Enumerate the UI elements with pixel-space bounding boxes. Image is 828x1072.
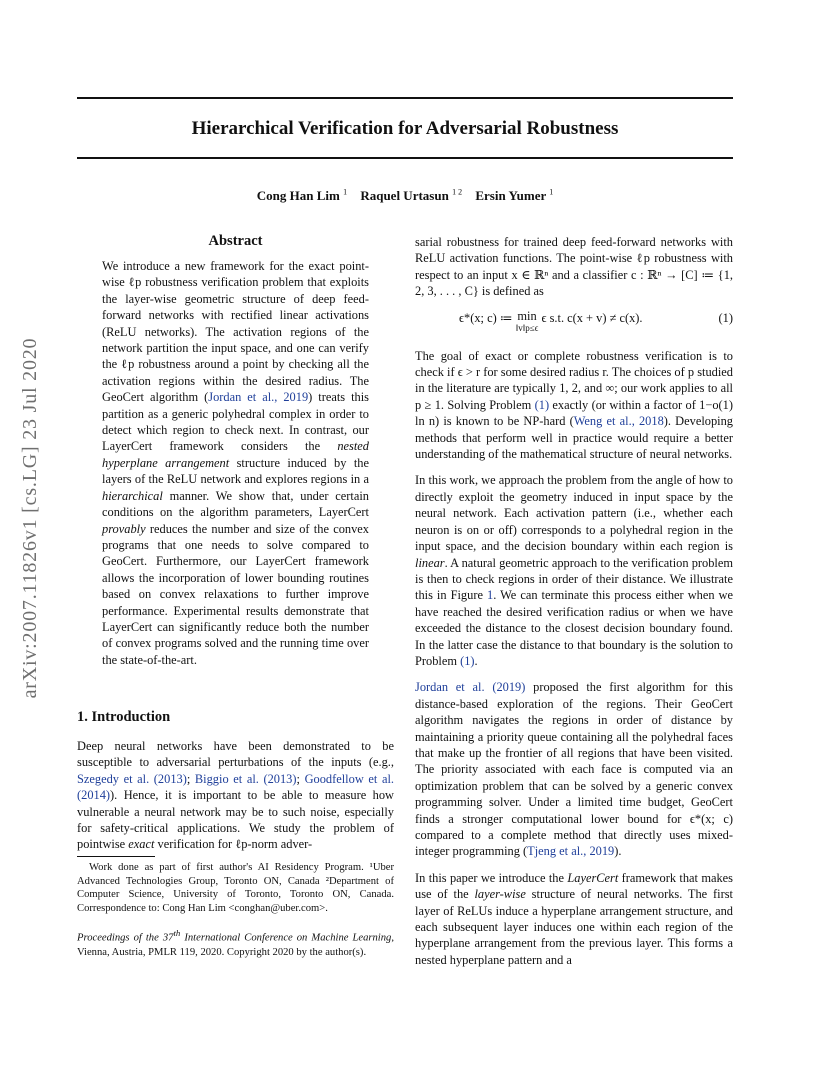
author-1: Cong Han Lim $^1$ xyxy=(256,188,348,204)
author-3: Ersin Yumer $^1$ xyxy=(475,188,554,204)
title-top-rule xyxy=(77,97,733,99)
introduction-body xyxy=(77,738,394,853)
figure-ref-link[interactable]: 1 xyxy=(486,588,494,603)
footnote-rule xyxy=(77,856,155,857)
abstract-body xyxy=(102,258,369,668)
author-2: Raquel Urtasun $^{1 2}$ xyxy=(360,188,463,204)
right-column xyxy=(415,234,733,968)
intro-paragraph: Deep neural networks have been demonstrated to be susceptible to adversarial perturbations of the inputs (e.g., Szegedy et al. (2013); Biggio et al. (2013); Goodfellow et al. (2014)). Hence, it is important to be able to measure how vulnerable a neural network may be to such noise, especially for safety-critical applications. We study the problem of pointwise exact verification for ℓp-norm adver- xyxy=(77,739,394,852)
abstract-heading: Abstract xyxy=(208,233,263,249)
equation-number: (1) xyxy=(718,310,733,325)
footnotes xyxy=(77,861,394,959)
citation-link[interactable]: Jordan et al., 2019 xyxy=(208,390,309,405)
right-paragraph-4: Jordan et al. (2019) proposed the first algorithm for this distance-based exploration of the regions. Their GeoCert algorithm navigates the regions in order of distance by maintaining a priority queue containing all the polyhedral faces that make up the frontier of all regions that have been visited. The priority associated with each face is computed via an optimization problem that can be solved by a generic convex programming solver. Under a limited time budget, GeoCert finds a stronger computational lower bound for ϵ*(x; c) compared to a complete method that directly uses mixed-integer programming (Tjeng et al., 2019). xyxy=(415,680,734,859)
right-paragraph-5: In this paper we introduce the LayerCert framework that makes use of the layer-wise structure of neural networks. The first layer of ReLUs induce a hyperplane arrangement structure, and each subsequent layer induces one within each region of the hyperplane arrangement from the previous layer. This forms a nested hyperplane pattern and a xyxy=(415,870,734,967)
author-list xyxy=(77,188,733,204)
abstract-paragraph: We introduce a new framework for the exact point-wise ℓp robustness verification problem that exploits the layer-wise geometric structure of deep feed-forward networks with rectified linear activations (ReLU networks). The activation regions of the network partition the input space, and one can verify the ℓp robustness around a point by checking all the activation regions within the desired radius. The GeoCert algorithm (Jordan et al., 2019) treats this partition as a generic polyhedral complex in order to detect which region to check next. In contrast, our LayerCert framework considers the nested hyperplane arrangement structure induced by the layers of the ReLU network and explores regions in a hierarchical manner. We show that, under certain conditions on the algorithm parameters, LayerCert provably reduces the number and size of the convex programs that one needs to solve compared to GeoCert. Furthermore, our LayerCert framework allows the incorporation of lower bounding routines based on convex relaxations to further improve performance. Experimental results demonstrate that LayerCert can significantly reduce both the number of convex programs solved and the running time over the state-of-the-art. xyxy=(102,259,369,667)
right-paragraph-2: The goal of exact or complete robustness verification is to check if ϵ > r for some desired radius r. The choices of p studied in the literature are typically 1, 2, and ∞; our work applies to all p ≥ 1. Solving Problem (1) exactly (or within a factor of 1−o(1) ln n) is known to be NP-hard (Weng et al., 2018). Developing methods that perform well in practice would require a better understanding of the mathematical structure of neural networks. xyxy=(415,348,734,462)
right-paragraph-3: In this work, we approach the problem from the angle of how to directly exploit the geometry induced in input space by the neural network. Each activation pattern (i.e., whether each neuron is on or off) corresponds to a polyhedral region in the input space, and the decision boundary within each region is linear. A natural geometric approach to the verification problem is then to check regions in order of their distance. We illustrate this in Figure 1. We can terminate this process either when we have reached the desired verification radius or when we have exceeded the distance to the closest decision boundary found. In the latter case the distance to that boundary is the solution to Problem (1). xyxy=(415,473,734,668)
citation-link[interactable]: Tjeng et al., 2019 xyxy=(527,844,615,859)
affiliation-footnote: Work done as part of first author's AI Residency Program. ¹Uber Advanced Technologies Group, Toronto ON, Canada ²Department of Computer Science, University of Toronto, Toronto ON, Canada. Correspondence to: Cong Han Lim <conghan@uber.com>. xyxy=(77,862,394,914)
citation-link[interactable]: Jordan et al. (2019) xyxy=(415,680,526,695)
title-bottom-rule xyxy=(77,157,733,159)
proceedings-footnote: Proceedings of the 37th International Conference on Machine Learning, Vienna, Austria, PMLR 119, 2020. Copyright 2020 by the author(s). xyxy=(77,928,394,958)
equation-ref-link[interactable]: (1) xyxy=(460,653,475,668)
arxiv-identifier-stamp[interactable]: arXiv:2007.11826v1 [cs.LG] 23 Jul 2020 xyxy=(19,337,41,699)
citation-link[interactable]: Szegedy et al. (2013) xyxy=(77,771,187,786)
paper-title: Hierarchical Verification for Adversarial Robustness xyxy=(191,118,619,139)
citation-link[interactable]: Biggio et al. (2013) xyxy=(194,771,297,786)
equation-body: ϵ*(x; c) ≔ min ‖v‖p≤ϵ ϵ s.t. c(x + v) ≠ c(x). xyxy=(459,308,643,333)
equation-ref-link[interactable]: (1) xyxy=(534,397,550,412)
citation-link[interactable]: Weng et al., 2018 xyxy=(573,414,664,429)
section-heading-introduction: 1. Introduction xyxy=(77,709,171,725)
citation-link[interactable]: Goodfellow et al. (2014) xyxy=(77,771,394,803)
equation-1 xyxy=(415,310,733,334)
right-paragraph-1: sarial robustness for trained deep feed-forward networks with ReLU activation functions. The point-wise ℓp robustness with respect to an input x ∈ ℝⁿ and a classifier c : ℝⁿ → [C] ≔ {1, 2, 3, . . . , C} is defined as xyxy=(415,235,733,299)
